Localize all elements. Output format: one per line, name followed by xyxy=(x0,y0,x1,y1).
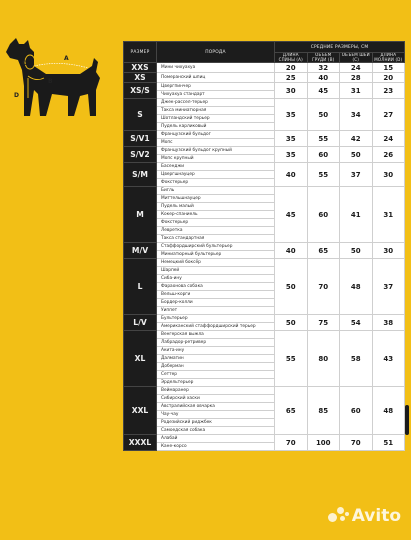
measure-b-cell: 55 xyxy=(307,131,340,147)
table-row xyxy=(124,163,405,171)
header-size: РАЗМЕР xyxy=(124,42,157,63)
breed-cell: Миттельшнауцер xyxy=(157,195,275,203)
measure-d-cell: 15 xyxy=(372,63,405,73)
measure-c-cell: 42 xyxy=(340,131,373,147)
breed-cell: Алабай xyxy=(157,435,275,443)
breed-cell: Австралийская овчарка xyxy=(157,403,275,411)
label-d: D xyxy=(14,92,19,99)
measure-d-cell: 30 xyxy=(372,163,405,187)
header-a: ДЛИНА СПИНЫ (A) xyxy=(275,53,308,63)
breed-cell: Миниатюрный бультерьер xyxy=(157,251,275,259)
breed-cell: Доберман xyxy=(157,363,275,371)
measure-d-cell: 51 xyxy=(372,435,405,451)
measure-b-cell: 75 xyxy=(307,315,340,331)
breed-cell: Пудель карликовый xyxy=(157,123,275,131)
measure-a-cell: 20 xyxy=(275,63,308,73)
watermark-text: Avito xyxy=(351,506,401,526)
measure-c-cell: 54 xyxy=(340,315,373,331)
breed-cell: Далматин xyxy=(157,355,275,363)
table-row xyxy=(124,131,405,139)
breed-cell: Сиба-ину xyxy=(157,275,275,283)
measure-a-cell: 55 xyxy=(275,331,308,387)
avito-logo-icon xyxy=(328,507,350,525)
measure-a-cell: 30 xyxy=(275,83,308,99)
size-cell: XXL xyxy=(124,387,157,435)
breed-cell: Лабрадор-ретривер xyxy=(157,339,275,347)
breed-cell: Цвергпинчер xyxy=(157,83,275,91)
breed-cell: Пудель малый xyxy=(157,203,275,211)
size-cell: XXXL xyxy=(124,435,157,451)
breed-cell: Цвергшнауцер xyxy=(157,171,275,179)
breed-cell: Бультерьер xyxy=(157,315,275,323)
header-avg: СРЕДНИЕ РАЗМЕРЫ, СМ xyxy=(275,42,405,53)
measure-b-cell: 80 xyxy=(307,331,340,387)
measure-d-cell: 38 xyxy=(372,315,405,331)
table-row xyxy=(124,99,405,107)
header-b: ОБЪЕМ ГРУДИ (B) xyxy=(307,53,340,63)
measure-c-cell: 58 xyxy=(340,331,373,387)
measure-c-cell: 48 xyxy=(340,259,373,315)
size-cell: XXS xyxy=(124,63,157,73)
measure-d-cell: 23 xyxy=(372,83,405,99)
breed-cell: Шарпей xyxy=(157,267,275,275)
size-cell: XL xyxy=(124,331,157,387)
breed-cell: Уиппет xyxy=(157,307,275,315)
header-c: ОБЪЕМ ШЕИ (C) xyxy=(340,53,373,63)
measure-d-cell: 37 xyxy=(372,259,405,315)
table-row xyxy=(124,315,405,323)
breed-cell: Самоедская собака xyxy=(157,427,275,435)
measure-b-cell: 45 xyxy=(307,83,340,99)
measure-b-cell: 55 xyxy=(307,163,340,187)
measure-b-cell: 65 xyxy=(307,243,340,259)
measure-d-cell: 26 xyxy=(372,147,405,163)
table-row xyxy=(124,331,405,339)
measure-a-cell: 50 xyxy=(275,315,308,331)
breed-cell: Шотландский терьер xyxy=(157,115,275,123)
breed-cell: Фокстерьер xyxy=(157,179,275,187)
breed-cell: Левретка xyxy=(157,227,275,235)
measure-c-cell: 70 xyxy=(340,435,373,451)
breed-cell: Венгерская выжла xyxy=(157,331,275,339)
breed-cell: Вельш-корги xyxy=(157,291,275,299)
measure-a-cell: 35 xyxy=(275,99,308,131)
breed-cell: Немецкий боксёр xyxy=(157,259,275,267)
breed-cell: Фараонова собака xyxy=(157,283,275,291)
measure-c-cell: 28 xyxy=(340,73,373,83)
size-cell: S/V1 xyxy=(124,131,157,147)
size-table xyxy=(123,41,405,451)
dog-silhouette-icon xyxy=(0,30,122,140)
measure-b-cell: 100 xyxy=(307,435,340,451)
breed-cell: Эрдельтерьер xyxy=(157,379,275,387)
breed-cell: Померанский шпиц xyxy=(157,73,275,83)
measure-a-cell: 40 xyxy=(275,243,308,259)
measure-c-cell: 60 xyxy=(340,387,373,435)
breed-cell: Сеттер xyxy=(157,371,275,379)
measure-d-cell: 31 xyxy=(372,187,405,243)
label-a: A xyxy=(64,55,69,62)
measure-b-cell: 40 xyxy=(307,73,340,83)
watermark xyxy=(328,506,401,526)
breed-cell: Кокер-спаниель xyxy=(157,211,275,219)
size-cell: S xyxy=(124,99,157,131)
breed-cell: Мопс крупный xyxy=(157,155,275,163)
breed-cell: Такса миниатюрная xyxy=(157,107,275,115)
measure-c-cell: 50 xyxy=(340,243,373,259)
size-cell: M/V xyxy=(124,243,157,259)
table-body xyxy=(124,63,405,451)
table-row xyxy=(124,83,405,91)
measure-a-cell: 65 xyxy=(275,387,308,435)
measure-b-cell: 70 xyxy=(307,259,340,315)
breed-cell: Кане-корсо xyxy=(157,443,275,451)
breed-cell: Американский стаффордширский терьер xyxy=(157,323,275,331)
table-row xyxy=(124,73,405,83)
size-cell: S/V2 xyxy=(124,147,157,163)
measure-a-cell: 40 xyxy=(275,163,308,187)
measure-d-cell: 30 xyxy=(372,243,405,259)
size-cell: XS xyxy=(124,73,157,83)
table-row xyxy=(124,243,405,251)
measure-a-cell: 35 xyxy=(275,147,308,163)
breed-cell: Акита-ину xyxy=(157,347,275,355)
table-row xyxy=(124,387,405,395)
measure-b-cell: 85 xyxy=(307,387,340,435)
breed-cell: Бордер-колли xyxy=(157,299,275,307)
table-row xyxy=(124,147,405,155)
size-cell: XS/S xyxy=(124,83,157,99)
measure-a-cell: 50 xyxy=(275,259,308,315)
measure-d-cell: 27 xyxy=(372,99,405,131)
header-breed: ПОРОДА xyxy=(157,42,275,63)
size-cell: L xyxy=(124,259,157,315)
measure-d-cell: 20 xyxy=(372,73,405,83)
breed-cell: Французский бульдог крупный xyxy=(157,147,275,155)
breed-cell: Басенджи xyxy=(157,163,275,171)
scrollbar[interactable] xyxy=(405,405,409,435)
breed-cell: Бигль xyxy=(157,187,275,195)
breed-cell: Французский бульдог xyxy=(157,131,275,139)
measure-a-cell: 35 xyxy=(275,131,308,147)
breed-cell: Веймаранер xyxy=(157,387,275,395)
measure-c-cell: 34 xyxy=(340,99,373,131)
measure-a-cell: 45 xyxy=(275,187,308,243)
breed-cell: Сибирский хаски xyxy=(157,395,275,403)
measure-c-cell: 50 xyxy=(340,147,373,163)
table-row xyxy=(124,259,405,267)
measure-b-cell: 60 xyxy=(307,187,340,243)
measure-d-cell: 24 xyxy=(372,131,405,147)
measure-c-cell: 37 xyxy=(340,163,373,187)
size-cell: M xyxy=(124,187,157,243)
table-row xyxy=(124,187,405,195)
measure-c-cell: 31 xyxy=(340,83,373,99)
breed-cell: Стаффордширский бультерьер xyxy=(157,243,275,251)
table-row xyxy=(124,435,405,443)
breed-cell: Чау-чау xyxy=(157,411,275,419)
measure-b-cell: 50 xyxy=(307,99,340,131)
breed-cell: Джек-рассел-терьер xyxy=(157,99,275,107)
measure-d-cell: 43 xyxy=(372,331,405,387)
breed-cell: Мопс xyxy=(157,139,275,147)
label-b: B xyxy=(48,78,53,85)
breed-cell: Родезийский риджбек xyxy=(157,419,275,427)
measure-b-cell: 60 xyxy=(307,147,340,163)
breed-cell: Мини чихуахуа xyxy=(157,63,275,73)
label-c: C xyxy=(22,60,27,67)
measure-b-cell: 32 xyxy=(307,63,340,73)
breed-cell: Фокстерьер xyxy=(157,219,275,227)
measure-d-cell: 48 xyxy=(372,387,405,435)
header-d: ДЛИНА МОЛНИИ (D) xyxy=(372,53,405,63)
measure-c-cell: 24 xyxy=(340,63,373,73)
size-cell: S/M xyxy=(124,163,157,187)
measure-a-cell: 25 xyxy=(275,73,308,83)
size-cell: L/V xyxy=(124,315,157,331)
table-row xyxy=(124,63,405,73)
breed-cell: Такса стандартная xyxy=(157,235,275,243)
table-header xyxy=(124,42,405,63)
measure-a-cell: 70 xyxy=(275,435,308,451)
breed-cell: Чихуахуа стандарт xyxy=(157,91,275,99)
measure-c-cell: 41 xyxy=(340,187,373,243)
dog-diagram xyxy=(0,30,122,140)
